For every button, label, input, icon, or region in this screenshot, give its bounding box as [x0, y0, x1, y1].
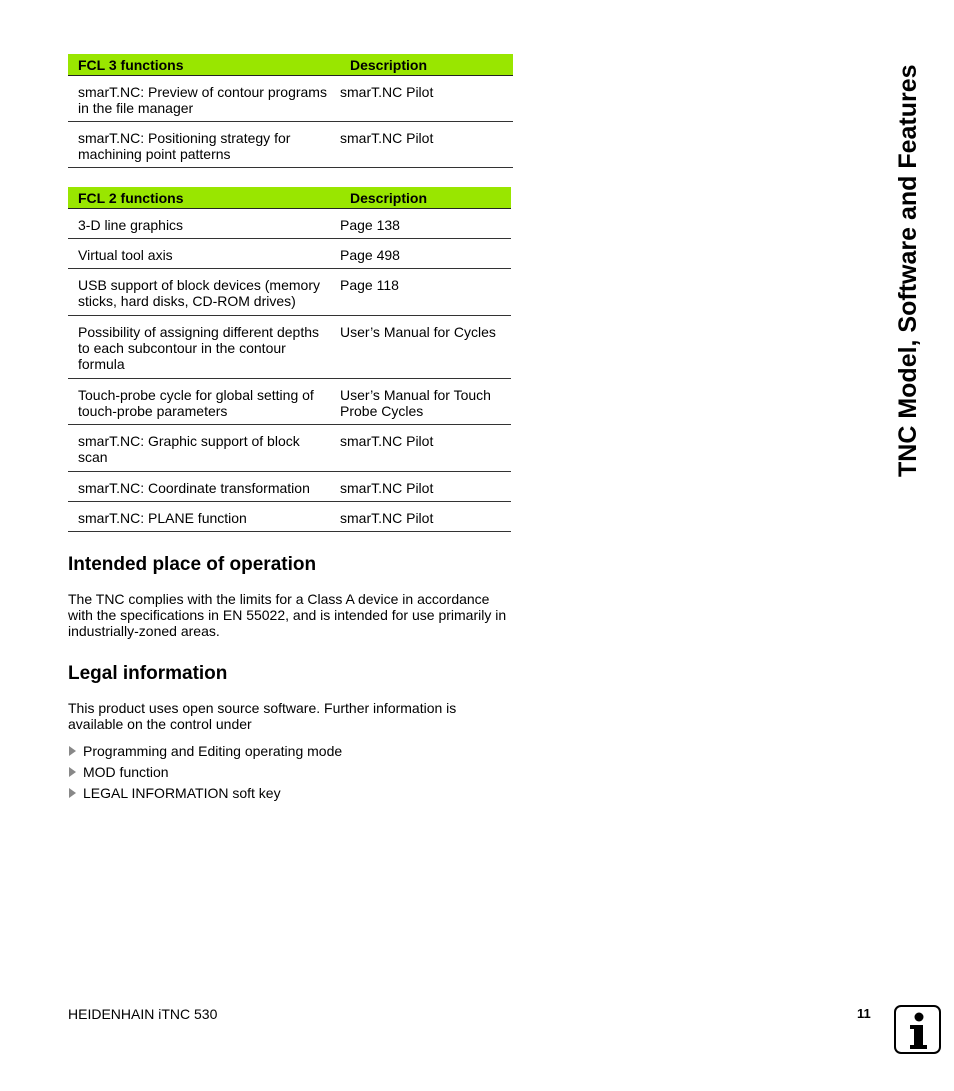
cell-description: smarT.NC Pilot: [340, 433, 434, 449]
cell-function: 3-D line graphics: [78, 217, 184, 233]
legal-steps-list: [68, 740, 342, 803]
cell-description: User’s Manual for Cycles: [340, 324, 496, 340]
table-row: [68, 76, 513, 122]
table-row: [68, 209, 511, 239]
cell-function: USB support of block devices (memory sticks, hard disks, CD-ROM drives): [78, 277, 320, 309]
footer-product-name: HEIDENHAIN iTNC 530: [68, 1006, 218, 1022]
section-text-operation: The TNC complies with the limits for a Class A device in accordance with the specifications in EN 55022, and is intended for use primarily in industrially-zoned areas.: [68, 591, 507, 639]
cell-description: Page 498: [340, 247, 400, 263]
arrow-right-icon: [69, 767, 76, 777]
table-header: [68, 54, 513, 76]
table-row: [68, 269, 511, 316]
section-heading-operation: Intended place of operation: [68, 554, 317, 575]
table-row: [68, 425, 511, 472]
header-col1: FCL 2 functions: [78, 189, 184, 206]
cell-description: Page 118: [340, 277, 399, 293]
header-col2: Description: [350, 189, 428, 206]
cell-description: smarT.NC Pilot: [340, 510, 434, 526]
table-header: [68, 187, 511, 209]
list-item-label: LEGAL INFORMATION soft key: [83, 784, 281, 801]
cell-function: smarT.NC: Preview of contour programs in the file manager: [78, 84, 327, 116]
arrow-right-icon: [69, 788, 76, 798]
list-item: [68, 782, 342, 803]
table-row: [68, 502, 511, 532]
list-item: [68, 761, 342, 782]
cell-description: User’s Manual for Touch Probe Cycles: [340, 387, 491, 419]
table-row: [68, 239, 511, 269]
cell-function: smarT.NC: PLANE function: [78, 510, 247, 526]
cell-function: Touch-probe cycle for global setting of touch-probe parameters: [78, 387, 314, 419]
list-item-label: Programming and Editing operating mode: [83, 742, 343, 759]
cell-description: smarT.NC Pilot: [340, 130, 434, 146]
info-icon: [894, 1005, 941, 1054]
table-row: [68, 316, 511, 379]
fcl3-table: [68, 54, 513, 168]
list-item: [68, 740, 342, 761]
table-row: [68, 472, 511, 502]
section-text-legal: This product uses open source software. Further information is available on the control under: [68, 700, 457, 732]
cell-function: Virtual tool axis: [78, 247, 173, 263]
cell-description: smarT.NC Pilot: [340, 84, 434, 100]
cell-function: smarT.NC: Graphic support of block scan: [78, 433, 300, 465]
cell-function: smarT.NC: Positioning strategy for machining point patterns: [78, 130, 291, 162]
list-item-label: MOD function: [83, 763, 169, 780]
arrow-right-icon: [69, 746, 76, 756]
cell-function: Possibility of assigning different depths to each subcontour in the contour formula: [78, 324, 319, 372]
table-row: [68, 379, 511, 425]
section-heading-legal: Legal information: [68, 663, 228, 684]
page-number: 11: [857, 1006, 871, 1021]
cell-function: smarT.NC: Coordinate transformation: [78, 480, 310, 496]
header-col1: FCL 3 functions: [78, 56, 184, 73]
header-col2: Description: [350, 56, 428, 73]
cell-description: smarT.NC Pilot: [340, 480, 434, 496]
cell-description: Page 138: [340, 217, 400, 233]
sidebar-chapter-title: TNC Model, Software and Features: [894, 64, 922, 477]
table-row: [68, 122, 513, 168]
fcl2-table: [68, 187, 511, 532]
